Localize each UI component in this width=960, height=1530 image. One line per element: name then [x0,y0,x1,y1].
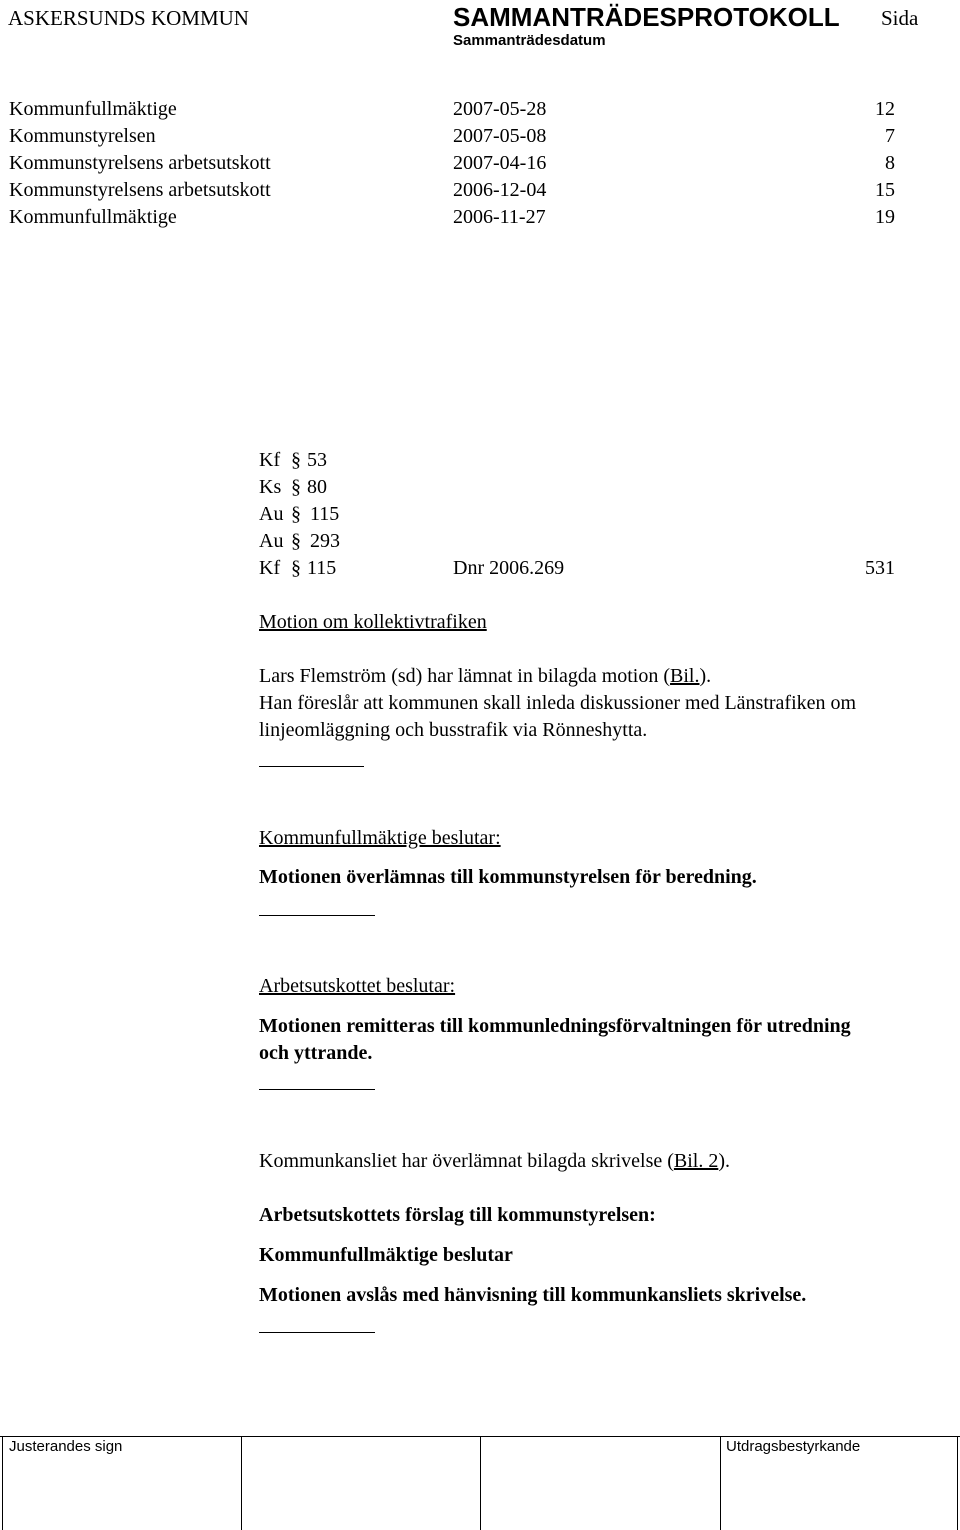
paragraph-code: Kf [259,557,281,579]
chancery-before: Kommunkansliet har överlämnat bilagda skrivelse ( [259,1150,674,1172]
paragraph-ref [0,474,960,501]
paragraph-code: Kf [259,449,281,471]
proposal-heading: Arbetsutskottets förslag till kommunstyrelsen: [259,1204,656,1226]
intro-text: Lars Flemström (sd) har lämnat in bilagda motion ( [259,665,671,687]
section-symbol: § [291,476,301,498]
proposal-text: Motionen avslås med hänvisning till kommunkansliets skrivelse. [259,1284,807,1306]
paragraph-number: 115 [310,503,340,525]
intro-line-1 [259,663,711,690]
intro-text-end: ). [699,665,712,687]
meeting-body: Kommunstyrelsen [9,125,156,147]
section-symbol: § [291,557,301,579]
divider [259,915,375,916]
proposal-subheading: Kommunfullmäktige beslutar [259,1244,513,1266]
divider [259,1089,375,1090]
paragraph-number: 53 [307,449,327,471]
section-symbol: § [291,503,301,525]
intro-line-2: Han föreslår att kommunen skall inleda diskussioner med Länstrafiken om [259,692,857,714]
intro-line-3: linjeomläggning och busstrafik via Rönneshytta. [259,719,648,741]
subject-heading: Motion om kollektivtrafiken [259,611,487,633]
meeting-date-label: Sammanträdesdatum [453,32,606,49]
meeting-row [0,96,960,123]
meeting-row [0,204,960,231]
paragraph-ref [0,555,960,582]
divider [259,766,364,767]
signature-cell [241,1436,480,1530]
paragraph-ref [0,501,960,528]
meeting-body: Kommunstyrelsens arbetsutskott [9,152,271,174]
org-name: ASKERSUNDS KOMMUN [8,6,249,30]
meeting-row [0,123,960,150]
meeting-body: Kommunfullmäktige [9,206,177,228]
meeting-page: 8 [885,152,895,174]
divider [259,1332,375,1333]
attachment-link[interactable]: Bil. 2 [673,1150,719,1172]
meeting-date: 2007-05-28 [453,98,547,120]
meeting-date: 2007-04-16 [453,152,547,174]
paragraph-number: 293 [310,530,340,552]
meeting-date: 2006-11-27 [453,206,546,228]
chancery-text [259,1148,730,1175]
paragraph-number: 115 [307,557,337,579]
sign-label: Justerandes sign [9,1438,123,1455]
paragraph-code: Ks [259,476,282,498]
meeting-body: Kommunstyrelsens arbetsutskott [9,179,271,201]
meeting-date: 2007-05-08 [453,125,547,147]
meeting-page: 19 [875,206,895,228]
au-decision-line-1: Motionen remitteras till kommunledningsförvaltningen för utredning [259,1015,851,1037]
attachment-link[interactable]: Bil. [670,665,700,687]
meeting-row [0,150,960,177]
section-symbol: § [291,449,301,471]
chancery-after: ). [718,1150,731,1172]
document-title: SAMMANTRÄDESPROTOKOLL [453,2,840,32]
paragraph-code: Au [259,530,284,552]
kf-decision-text: Motionen överlämnas till kommunstyrelsen för beredning. [259,866,757,888]
signature-cell [480,1436,720,1530]
meeting-page: 15 [875,179,895,201]
paragraph-ref [0,528,960,555]
meeting-date: 2006-12-04 [453,179,547,201]
meeting-page: 7 [885,125,895,147]
paragraph-number: 80 [307,476,327,498]
extract-label: Utdragsbestyrkande [726,1438,861,1455]
au-decision-line-2: och yttrande. [259,1042,373,1064]
reference-number: 531 [865,557,895,579]
section-symbol: § [291,530,301,552]
meeting-body: Kommunfullmäktige [9,98,177,120]
paragraph-code: Au [259,503,284,525]
au-decision-heading: Arbetsutskottet beslutar: [259,975,456,997]
meeting-page: 12 [875,98,895,120]
kf-decision-heading: Kommunfullmäktige beslutar: [259,827,501,849]
meeting-row [0,177,960,204]
paragraph-ref [0,447,960,474]
page-label: Sida [881,6,919,30]
diary-number: Dnr 2006.269 [453,557,565,579]
